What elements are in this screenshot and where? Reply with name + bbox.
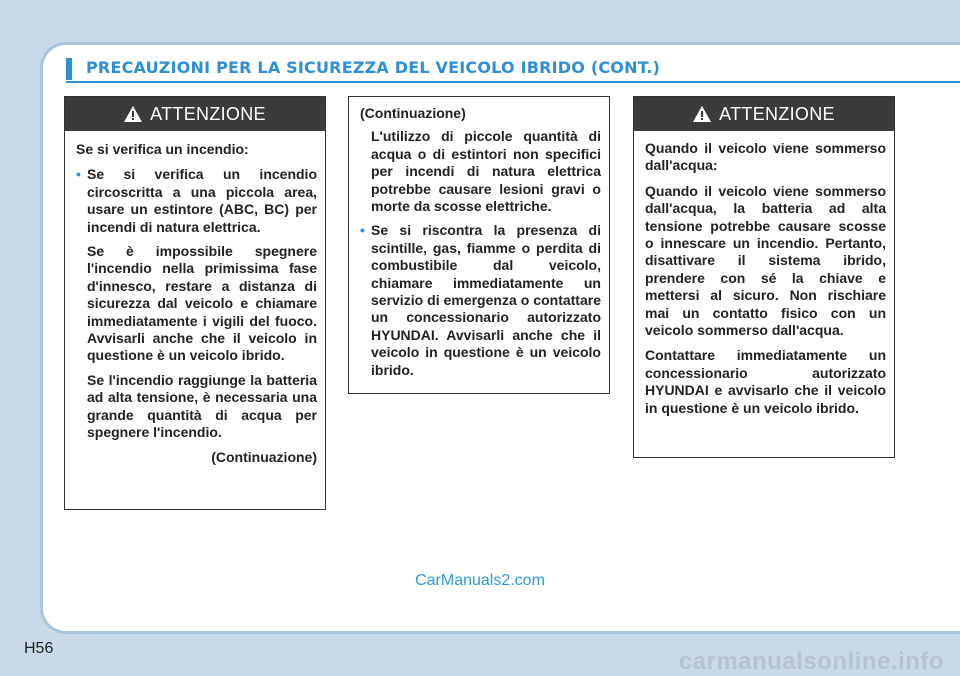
warning-triangle-icon [693, 106, 711, 122]
bullet-text: Se si riscontra la presenza di scintille, gas, fiamme o perdita di combustibile dal veicolo, chiamare immediatamente un servizio di emergenza o contattare un concessionario autorizzato HYUNDAI. Avvisarli anche che il veicolo in questione è un veicolo ibrido. [371, 222, 601, 378]
warning-box-body [634, 131, 894, 417]
bullet-item [76, 166, 317, 236]
warning-box-body [65, 131, 325, 466]
bullet-text: Se si verifica un incendio circoscritta a una piccola area, usare un estintore (ABC, BC) per incendi di natura elettrica. [87, 166, 317, 235]
box-intro: Quando il veicolo viene sommerso dall'acqua: [645, 140, 886, 174]
bullet-dot: • [360, 222, 365, 239]
title-underline [66, 81, 960, 83]
paragraph: Se è impossibile spegnere l'incendio nella primissima fase d'innesco, restare a distanza di sicurezza dal veicolo e chiamare immediatamente i vigili del fuoco. Avvisarli anche che il veicolo in questione è un veicolo ibrido. [87, 243, 317, 364]
bullet-item [360, 222, 601, 379]
warning-box-header [65, 97, 325, 131]
continued-label: (Continuazione) [360, 105, 466, 121]
section-title: PRECAUZIONI PER LA SICUREZZA DEL VEICOLO IBRIDO (CONT.) [86, 58, 661, 77]
box-intro: Se si verifica un incendio: [76, 141, 249, 157]
warning-triangle-icon [124, 106, 142, 122]
warning-box-title: ATTENZIONE [150, 103, 266, 124]
warning-box-body [349, 97, 609, 379]
page-number: H56 [24, 640, 54, 657]
watermark-link[interactable]: CarManuals2.com [415, 572, 545, 589]
bullet-dot: • [76, 166, 81, 183]
paragraph: Quando il veicolo viene sommerso dall'acqua, la batteria ad alta tensione potrebbe causare scosse o innescare un incendio. Pertanto, disattivare il sistema ibrido, prendere con sé la chiave e mettersi al sicuro. Non rischiare mai un contatto fisico con un veicolo sommerso dall'acqua. [645, 182, 886, 339]
paragraph: Contattare immediatamente un concessionario autorizzato HYUNDAI e avvisarlo che il veicolo in questione è un veicolo ibrido. [645, 347, 886, 416]
warning-box-fire [64, 96, 326, 510]
warning-box-header [634, 97, 894, 131]
warning-box-title: ATTENZIONE [719, 103, 835, 124]
warning-box-submerged [633, 96, 895, 458]
paragraph: Se l'incendio raggiunge la batteria ad alta tensione, è necessaria una grande quantità di acqua per spegnere l'incendio. [87, 371, 317, 441]
section-header [66, 56, 960, 82]
continued-label: (Continuazione) [211, 448, 317, 465]
title-accent-bar [66, 58, 72, 80]
paragraph: L'utilizzo di piccole quantità di acqua o di estintori non specifici per incendi di natura elettrica potrebbe causare lesioni gravi o morte da scosse elettriche. [371, 128, 601, 215]
footer-watermark: carmanualsonline.info [678, 648, 944, 675]
warning-box-continued [348, 96, 610, 394]
